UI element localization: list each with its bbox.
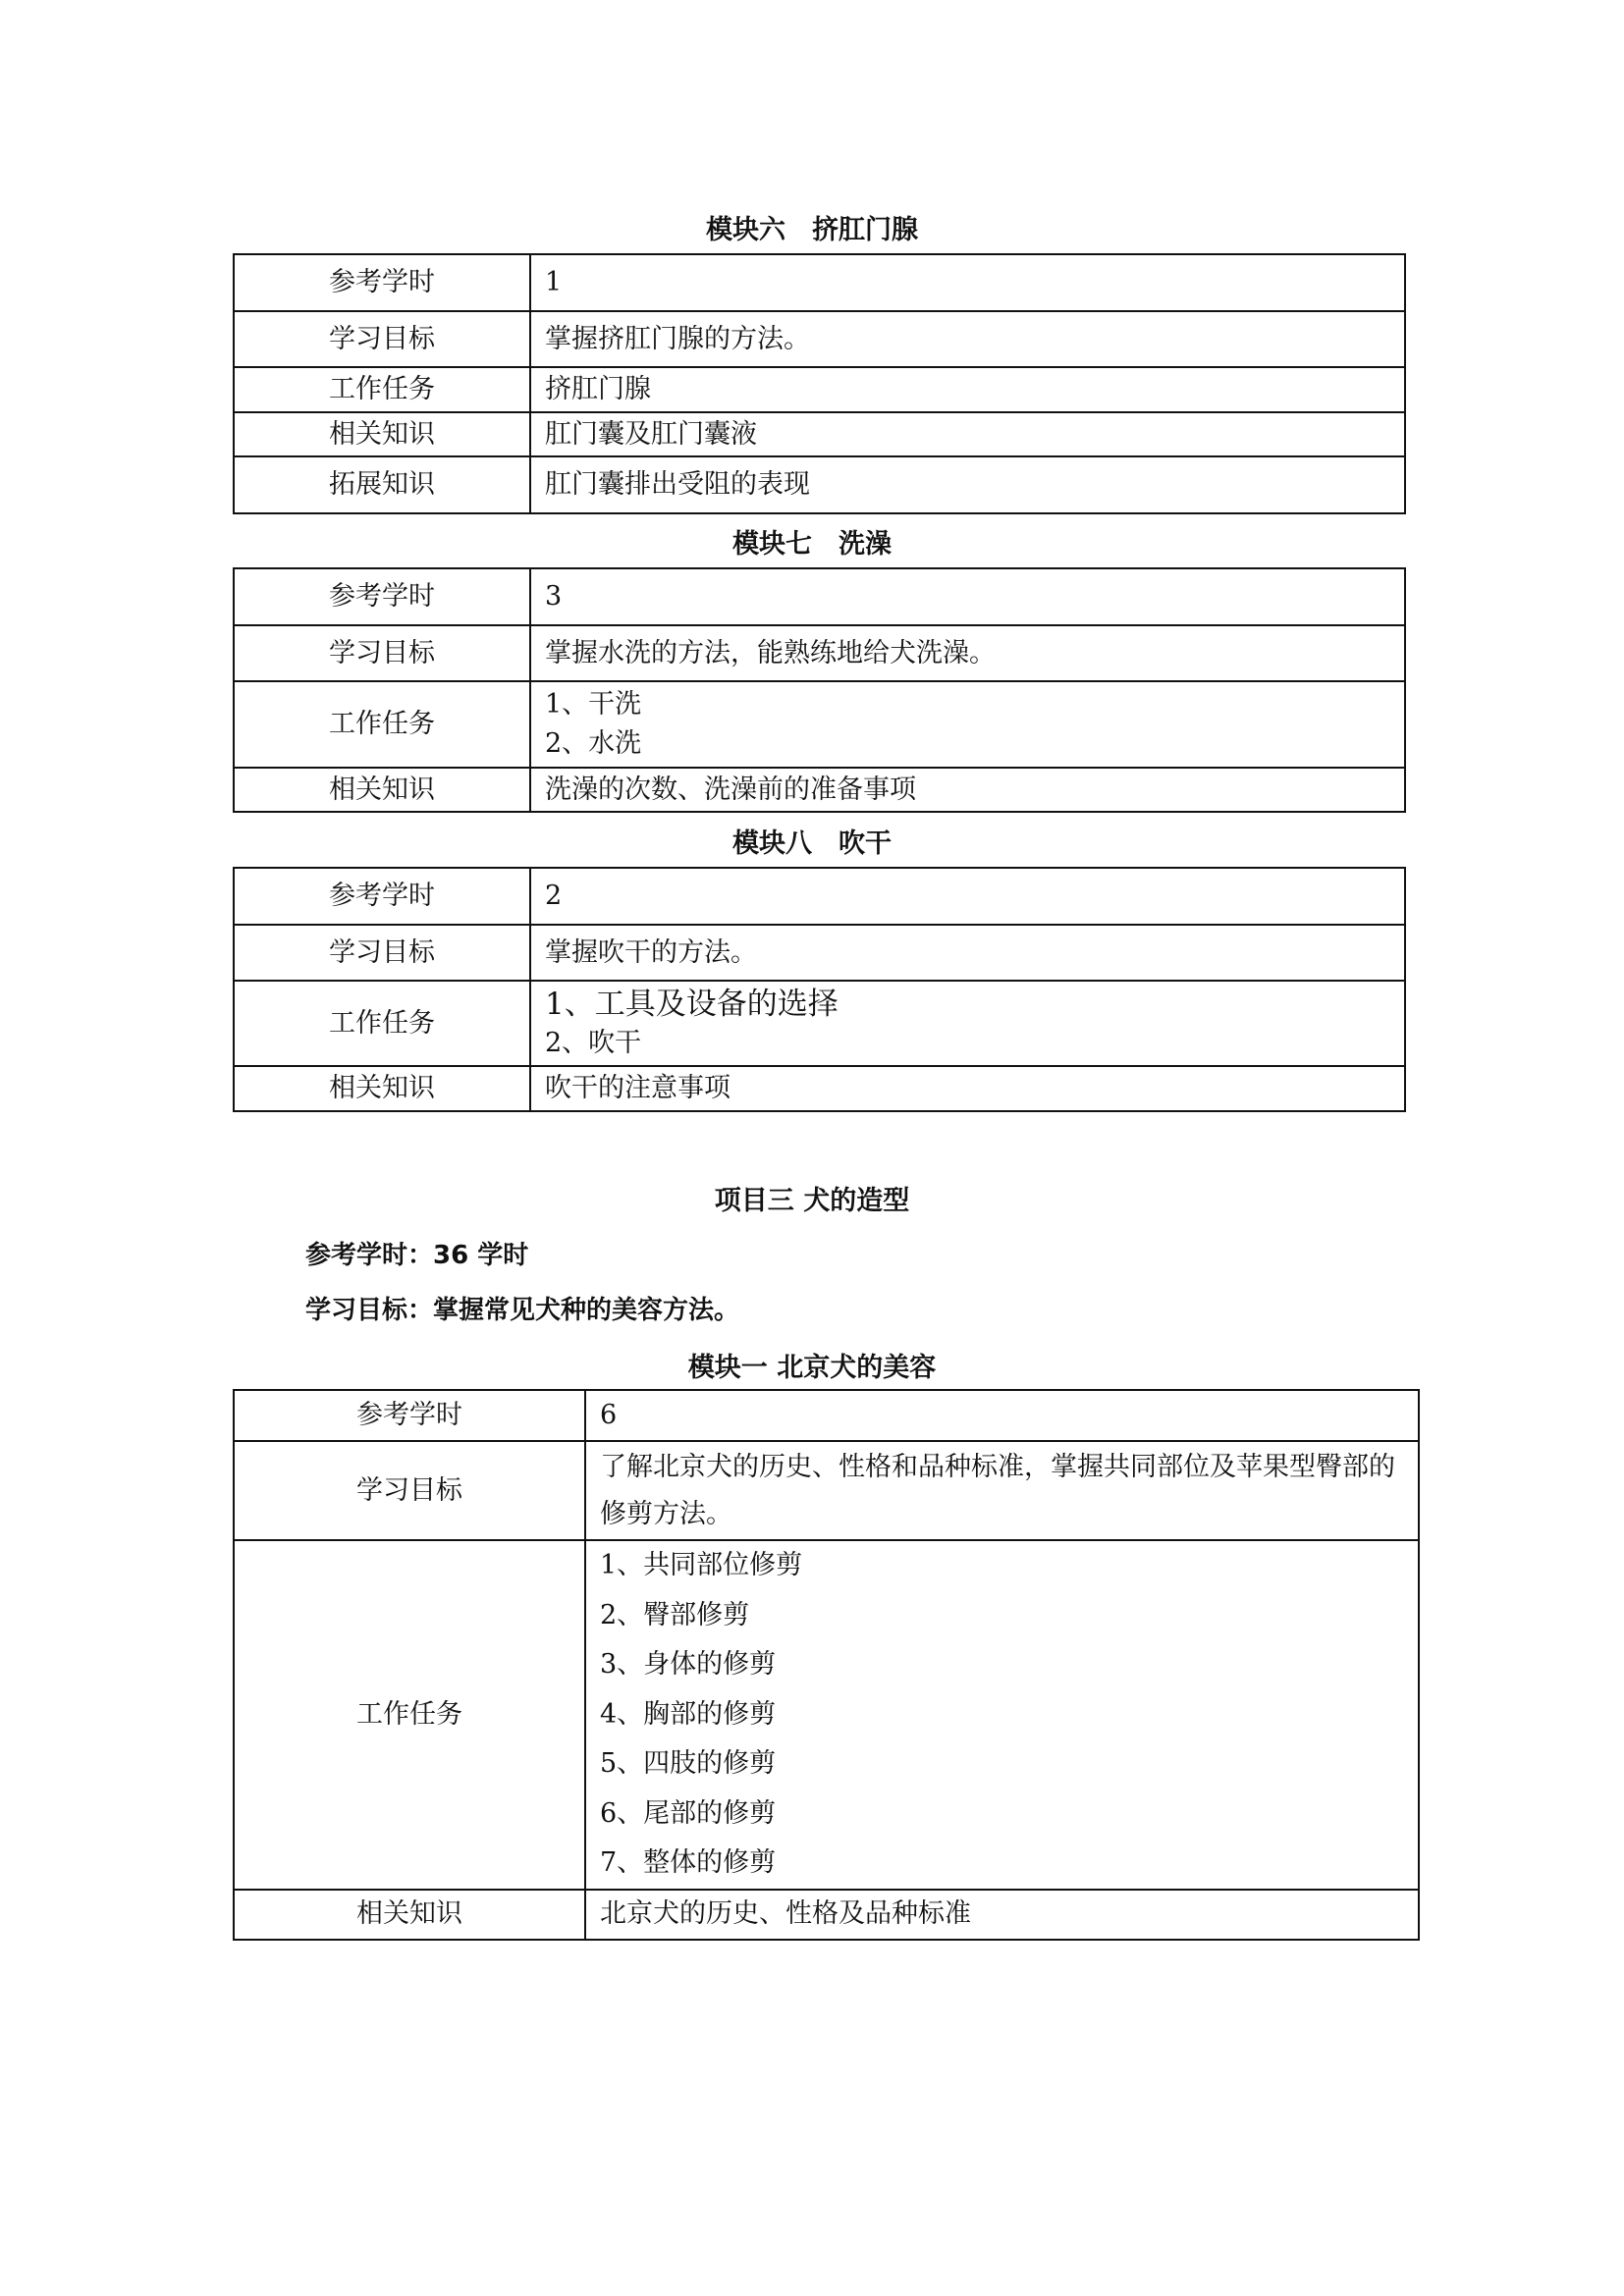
task-item: 1、共同部位修剪 <box>600 1550 803 1580</box>
table-row <box>234 412 1405 456</box>
row-key: 工作任务 <box>234 1540 585 1890</box>
row-value: 挤肛门腺 <box>530 367 1405 412</box>
row-value: 1 <box>530 254 1405 311</box>
row-key: 参考学时 <box>234 254 530 311</box>
task-item: 1、干洗 <box>545 689 642 720</box>
row-key: 工作任务 <box>234 681 530 768</box>
table-row <box>234 1890 1419 1940</box>
module1-table <box>233 1389 1420 1941</box>
module8-table <box>233 867 1406 1112</box>
table-row <box>234 768 1405 812</box>
module7-table <box>233 567 1406 813</box>
module1-title: 模块一 北京犬的美容 <box>687 1353 937 1383</box>
row-value: 吹干的注意事项 <box>530 1066 1405 1111</box>
row-key: 学习目标 <box>234 625 530 681</box>
project3-hours: 参考学时：36 学时 <box>305 1241 529 1270</box>
row-value <box>585 1540 1419 1890</box>
row-key: 相关知识 <box>234 1890 585 1940</box>
row-value: 掌握挤肛门腺的方法。 <box>530 311 1405 367</box>
row-value: 北京犬的历史、性格及品种标准 <box>585 1890 1419 1940</box>
module7-title: 模块七 洗澡 <box>732 529 892 560</box>
table-row <box>234 1540 1419 1890</box>
table-row <box>234 456 1405 513</box>
project3-title: 项目三 犬的造型 <box>714 1186 910 1216</box>
table-row <box>234 925 1405 981</box>
table-row <box>234 1066 1405 1111</box>
row-key: 工作任务 <box>234 367 530 412</box>
row-value: 肛门囊排出受阻的表现 <box>530 456 1405 513</box>
row-key: 参考学时 <box>234 868 530 925</box>
task-item: 5、四肢的修剪 <box>600 1748 777 1779</box>
row-key: 参考学时 <box>234 568 530 625</box>
row-key: 拓展知识 <box>234 456 530 513</box>
row-value: 肛门囊及肛门囊液 <box>530 412 1405 456</box>
row-value <box>530 981 1405 1066</box>
row-value: 2 <box>530 868 1405 925</box>
task-item: 7、整体的修剪 <box>600 1847 777 1878</box>
row-key: 相关知识 <box>234 768 530 812</box>
table-row <box>234 868 1405 925</box>
task-item: 2、臀部修剪 <box>600 1599 750 1630</box>
module8-title: 模块八 吹干 <box>732 828 892 859</box>
table-row <box>234 311 1405 367</box>
row-key: 相关知识 <box>234 412 530 456</box>
task-item: 3、身体的修剪 <box>600 1649 777 1680</box>
row-key: 学习目标 <box>234 311 530 367</box>
row-key: 工作任务 <box>234 981 530 1066</box>
table-row <box>234 568 1405 625</box>
table-row <box>234 625 1405 681</box>
module6-table <box>233 253 1406 514</box>
table-row <box>234 254 1405 311</box>
row-value: 3 <box>530 568 1405 625</box>
row-value: 了解北京犬的历史、性格和品种标准，掌握共同部位及苹果型臀部的修剪方法。 <box>585 1441 1419 1540</box>
row-value <box>530 681 1405 768</box>
table-row <box>234 367 1405 412</box>
task-item: 6、尾部的修剪 <box>600 1797 777 1829</box>
row-value: 洗澡的次数、洗澡前的准备事项 <box>530 768 1405 812</box>
row-value: 6 <box>585 1390 1419 1441</box>
project3-goal: 学习目标：掌握常见犬种的美容方法。 <box>305 1296 740 1325</box>
task-item: 2、水洗 <box>545 728 642 759</box>
row-key: 相关知识 <box>234 1066 530 1111</box>
task-item: 4、胸部的修剪 <box>600 1698 777 1730</box>
row-value: 掌握吹干的方法。 <box>530 925 1405 981</box>
table-row <box>234 681 1405 768</box>
row-key: 学习目标 <box>234 1441 585 1540</box>
task-item: 1、工具及设备的选择 <box>545 986 839 1022</box>
table-row <box>234 1441 1419 1540</box>
task-item: 2、吹干 <box>545 1027 642 1058</box>
table-row <box>234 981 1405 1066</box>
row-key: 参考学时 <box>234 1390 585 1441</box>
row-value: 掌握水洗的方法，能熟练地给犬洗澡。 <box>530 625 1405 681</box>
row-key: 学习目标 <box>234 925 530 981</box>
table-row <box>234 1390 1419 1441</box>
module6-title: 模块六 挤肛门腺 <box>706 215 918 245</box>
